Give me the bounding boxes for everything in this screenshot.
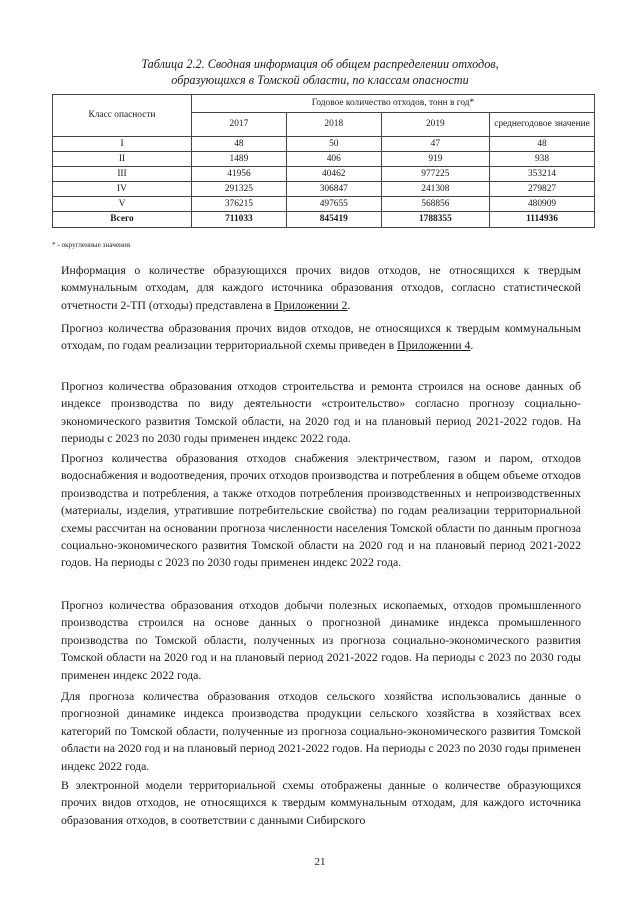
caption-line-1: Таблица 2.2. Сводная информация об общем распределении отходов, xyxy=(141,57,499,71)
row-2017: 41956 xyxy=(192,167,287,182)
table-row xyxy=(53,197,595,212)
row-2018: 406 xyxy=(286,152,381,167)
paragraph-3: Прогноз количества образования отходов строительства и ремонта строился на основе данных об индексе производства по виду деятельности «строительство» согласно прогнозу социально-экономического развития Томской области, на 2020 год и на плановый период 2021-2022 годов. На периоды с 2023 по 2030 годы применен индекс 2022 года. xyxy=(61,379,581,446)
row-2017: 291325 xyxy=(192,182,287,197)
paragraph-5: Прогноз количества образования отходов добычи полезных ископаемых, отходов промышленного производства строился на основе данных о прогнозной динамике индекса промышленного производства по Томской области, полученных из прогноза социально-экономического развития Томской области на 2020 год и на плановый период 2021-2022 годов. На периоды с 2023 по 2030 годы применен индекс 2022 года. xyxy=(61,598,581,682)
row-2019: 919 xyxy=(381,152,489,167)
total-row xyxy=(53,212,595,228)
row-2019: 977225 xyxy=(381,167,489,182)
year-header-2018: 2018 xyxy=(286,113,381,137)
row-avg: 938 xyxy=(490,152,595,167)
table-row xyxy=(53,182,595,197)
avg-header: среднегодовое значение xyxy=(490,113,595,137)
row-2018: 306847 xyxy=(286,182,381,197)
row-class: III xyxy=(53,167,192,182)
paragraph-4: Прогноз количества образования отходов снабжения электричеством, газом и паром, отходов водоснабжения и водоотведения, прочих отходов производства и потребления в общем объеме отходов производства и потребления, а также отходов потребления производственных и непроизводственных (материалы, изделия, утратившие потребительские свойства) по годам реализации территориальной схемы рассчитан на основании прогноза численности населения Томской области по данным прогноза социально-экономического развития Томской области на 2020 год и на плановый период 2021-2022 годов. На периоды с 2023 по 2030 годы применен индекс 2022 года. xyxy=(61,451,581,570)
row-2017: 1489 xyxy=(192,152,287,167)
class-header: Класс опасности xyxy=(53,95,192,137)
row-2018: 40462 xyxy=(286,167,381,182)
row-avg: 48 xyxy=(490,137,595,152)
paragraph-1-text: Информация о количестве образующихся прочих видов отходов, не относящихся к твердым коммунальным отходам, для каждого источника образования отходов, согласно статистической отчетности 2-ТП (отходы) представлена в xyxy=(61,263,581,312)
paragraph-1-end: . xyxy=(347,297,351,312)
paragraph-2-end: . xyxy=(470,338,474,353)
row-avg: 353214 xyxy=(490,167,595,182)
total-avg: 1114936 xyxy=(490,212,595,228)
paragraph-2-text: Прогноз количества образования прочих видов отходов, не относящихся к твердым коммунальным отходам, по годам реализации территориальной схемы приведен в xyxy=(61,321,581,353)
row-avg: 279827 xyxy=(490,182,595,197)
page-number: 21 xyxy=(314,856,326,868)
paragraph-6: Для прогноза количества образования отходов сельского хозяйства использовались данные о прогнозной динамике индекса производства продукции сельского хозяйства в хозяйствах всех категорий по Томской области, полученные из прогноза социально-экономического развития Томской области на 2020 год и на плановый период 2021-2022 годов. На периоды с 2023 по 2030 годы применен индекс 2022 года. xyxy=(61,689,581,773)
table-row xyxy=(53,137,595,152)
row-2017: 376215 xyxy=(192,197,287,212)
row-2019: 568856 xyxy=(381,197,489,212)
total-2019: 1788355 xyxy=(381,212,489,228)
table-row xyxy=(53,167,595,182)
table-row xyxy=(53,152,595,167)
table-caption xyxy=(0,56,640,88)
row-avg: 480909 xyxy=(490,197,595,212)
row-class: I xyxy=(53,137,192,152)
paragraph-1 xyxy=(61,262,581,314)
total-label: Всего xyxy=(53,212,192,228)
year-header-2019: 2019 xyxy=(381,113,489,137)
total-2017: 711033 xyxy=(192,212,287,228)
appendix-4-link[interactable]: Приложении 4 xyxy=(397,338,471,353)
year-header-2017: 2017 xyxy=(192,113,287,137)
row-class: IV xyxy=(53,182,192,197)
table-footnote: * - округленные значения xyxy=(52,241,131,249)
row-class: V xyxy=(53,197,192,212)
group-header: Годовое количество отходов, тонн в год* xyxy=(192,95,595,113)
row-2018: 497655 xyxy=(286,197,381,212)
row-2018: 50 xyxy=(286,137,381,152)
row-2017: 48 xyxy=(192,137,287,152)
caption-line-2: образующихся в Томской области, по классам опасности xyxy=(171,73,469,87)
waste-summary-table xyxy=(52,94,595,228)
row-2019: 241308 xyxy=(381,182,489,197)
row-2019: 47 xyxy=(381,137,489,152)
paragraph-2 xyxy=(61,320,581,355)
row-class: II xyxy=(53,152,192,167)
total-2018: 845419 xyxy=(286,212,381,228)
appendix-2-link[interactable]: Приложении 2 xyxy=(274,297,348,312)
paragraph-7: В электронной модели территориальной схемы отображены данные о количестве образующихся прочих видов отходов, не относящихся к твердым коммунальным отходам, для каждого источника образования отходов, в соответствии с данными Сибирского xyxy=(61,778,581,827)
